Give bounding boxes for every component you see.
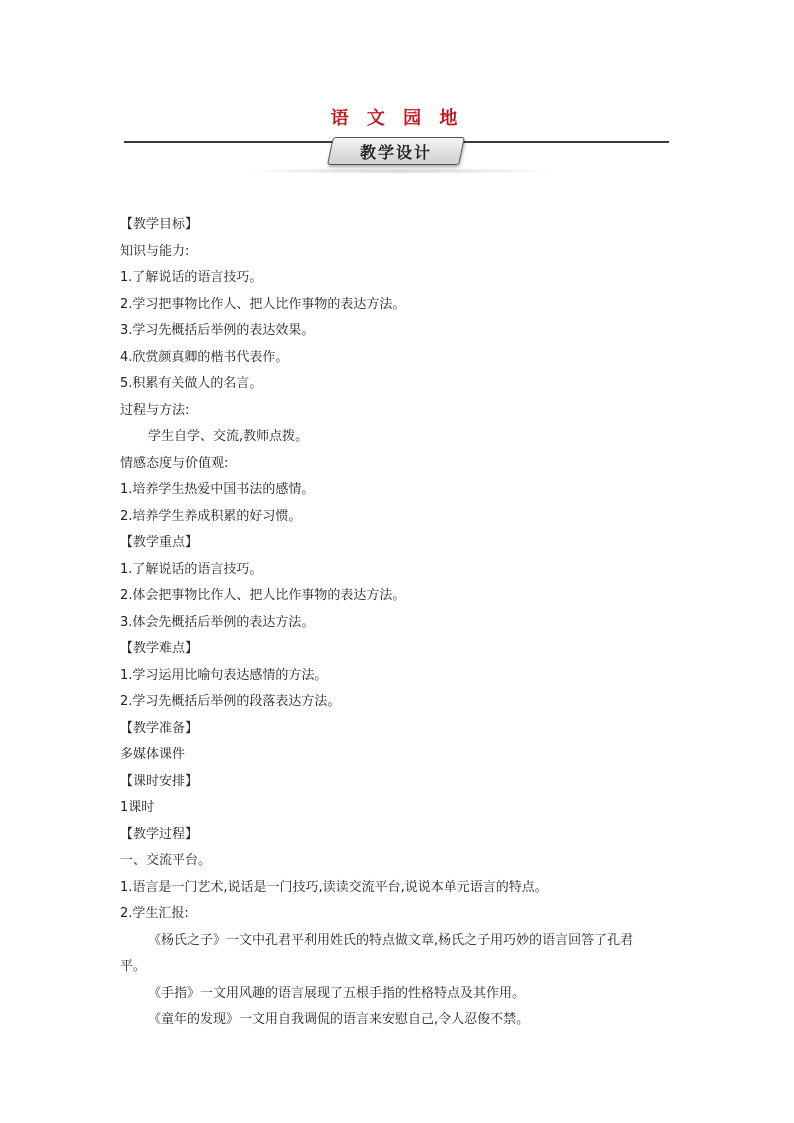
text-line: 【教学准备】 (120, 720, 199, 736)
text-line: 学生自学、交流,教师点拨。 (148, 429, 309, 444)
text-line: 3.学习先概括后举例的表达效果。 (120, 323, 315, 338)
text-line: 2.学生汇报: (120, 906, 189, 921)
text-line: 2.学习把事物比作人、把人比作事物的表达方法。 (120, 296, 406, 312)
text-line: 1.了解说话的语言技巧。 (120, 270, 263, 285)
text-line: 2.学习先概括后举例的段落表达方法。 (120, 694, 341, 709)
text-line: 1课时 (120, 800, 155, 815)
text-line: 2.培养学生养成积累的好习惯。 (120, 508, 302, 524)
text-line: 过程与方法: (120, 402, 190, 418)
text-line: 4.欣赏颜真卿的楷书代表作。 (120, 349, 289, 365)
text-line: 情感态度与价值观: (120, 455, 229, 471)
banner-label: 教学设计 (359, 143, 432, 162)
text-line: 2.体会把事物比作人、把人比作事物的表达方法。 (120, 588, 406, 603)
document-title: 语 文 园 地 (330, 108, 464, 129)
text-line: 1.了解说话的语言技巧。 (120, 561, 263, 577)
banner-shadow (240, 168, 560, 174)
text-line: 多媒体课件 (120, 747, 186, 762)
text-line: 3.体会先概括后举例的表达方法。 (120, 614, 315, 630)
text-line: 【教学目标】 (120, 217, 199, 232)
text-line: 一、交流平台。 (120, 853, 212, 868)
text-line: 《手指》一文用风趣的语言展现了五根手指的性格特点及其作用。 (148, 985, 526, 1001)
document-body (120, 212, 680, 1034)
text-line: 5.积累有关做人的名言。 (120, 376, 263, 391)
text-line: 【课时安排】 (120, 773, 199, 789)
text-line: 【教学重点】 (120, 535, 199, 550)
text-line: 1.培养学生热爱中国书法的感情。 (120, 482, 315, 497)
text-line: 1.学习运用比喻句表达感情的方法。 (120, 667, 328, 683)
text-line: 【教学过程】 (120, 826, 199, 842)
text-line: 1.语言是一门艺术,说话是一门技巧,读读交流平台,说说本单元语言的特点。 (120, 879, 548, 895)
text-line: 《童年的发现》一文用自我调侃的语言来安慰自己,令人忍俊不禁。 (148, 1012, 530, 1027)
text-line: 知识与能力: (120, 243, 190, 259)
text-line: 平。 (120, 959, 147, 974)
text-line: 【教学难点】 (120, 641, 199, 656)
text-line: 《杨氏之子》一文中孔君平利用姓氏的特点做文章,杨氏之子用巧妙的语言回答了孔君 (148, 932, 634, 948)
